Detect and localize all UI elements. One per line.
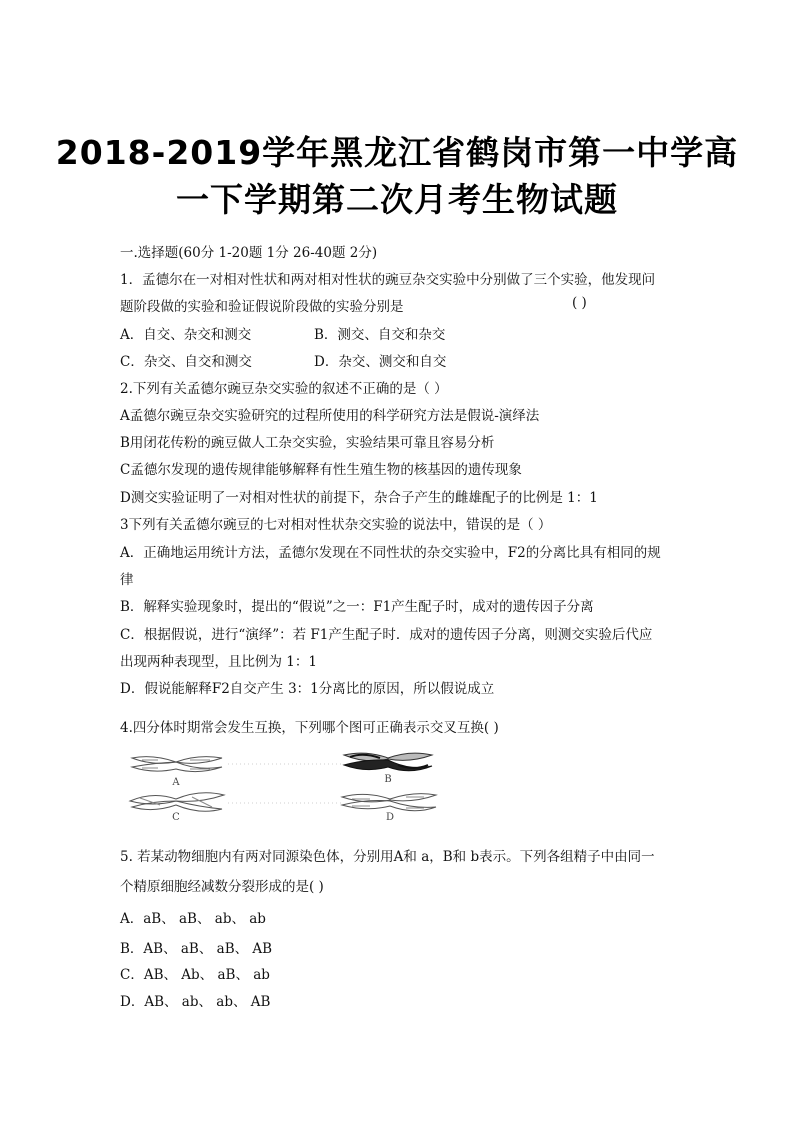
q3-option-d: D．假说能解释F2自交产生 3：1分离比的原因，所以假说成立 bbox=[120, 681, 495, 697]
q5-option-c: C．AB、 Ab、 aB、 ab bbox=[120, 967, 270, 983]
q2-stem: 2.下列有关孟德尔豌豆杂交实验的叙述不正确的是（ ） bbox=[120, 381, 448, 397]
q2-option-b: B用闭花传粉的豌豆做人工杂交实验，实验结果可靠且容易分析 bbox=[120, 435, 495, 451]
q4-stem: 4.四分体时期常会发生互换，下列哪个图可正确表示交叉互换( ) bbox=[120, 720, 499, 736]
q2-option-a: A孟德尔豌豆杂交实验研究的过程所使用的科学研究方法是假说-演绎法 bbox=[120, 408, 540, 424]
q5-option-d: D．AB、 ab、 ab、 AB bbox=[120, 994, 271, 1010]
figure-label-b: B bbox=[384, 774, 392, 785]
q1-option-c: C．杂交、自交和测交 bbox=[120, 354, 252, 370]
chromosome-pair-a bbox=[132, 757, 222, 772]
q1-option-a: A．自交、杂交和测交 bbox=[120, 327, 252, 343]
exam-title-line-1: 2018-2019学年黑龙江省鹤岗市第一中学高 bbox=[55, 133, 739, 172]
figure-label-a: A bbox=[172, 777, 180, 788]
exam-title-line-2: 一下学期第二次月考生物试题 bbox=[176, 180, 618, 219]
chromosome-pair-b bbox=[344, 753, 432, 771]
q2-option-c: C孟德尔发现的遗传规律能够解释有性生殖生物的核基因的遗传现象 bbox=[120, 462, 522, 478]
q5-option-b: B．AB、 aB、 aB、 AB bbox=[120, 941, 273, 957]
q5-stem-line-2: 个精原细胞经减数分裂形成的是( ) bbox=[120, 879, 324, 895]
q3-option-b: B．解释实验现象时，提出的“假说”之一：F1产生配子时，成对的遗传因子分离 bbox=[120, 599, 594, 615]
chromosome-pair-d bbox=[342, 794, 436, 811]
q4-chromosome-figure bbox=[118, 745, 448, 827]
q5-stem-line-1: 5. 若某动物细胞内有两对同源染色体，分别用A和 a，B和 b表示。下列各组精子中由同一 bbox=[120, 849, 655, 865]
q3-option-a-line-1: A．正确地运用统计方法，孟德尔发现在不同性状的杂交实验中，F2的分离比具有相同的规 bbox=[120, 545, 661, 561]
q3-option-c-line-2: 出现两种表现型，且比例为 1：1 bbox=[120, 654, 317, 670]
q1-option-b: B．测交、自交和杂交 bbox=[314, 327, 446, 343]
q3-option-c-line-1: C．根据假说，进行“演绎”：若 F1产生配子时．成对的遗传因子分离，则测交实验后代应 bbox=[120, 627, 653, 643]
q1-option-d: D．杂交、测交和自交 bbox=[314, 354, 447, 370]
q1-stem-line-1: 1．孟德尔在一对相对性状和两对相对性状的豌豆杂交实验中分别做了三个实验，他发现问 bbox=[120, 272, 656, 288]
q3-stem: 3下列有关孟德尔豌豆的七对相对性状杂交实验的说法中，错误的是（ ） bbox=[120, 517, 552, 533]
q1-stem-line-2: 题阶段做的实验和验证假说阶段做的实验分别是 bbox=[120, 299, 404, 315]
q2-option-d: D测交实验证明了一对相对性状的前提下，杂合子产生的雌雄配子的比例是 1：1 bbox=[120, 490, 598, 506]
section-heading: 一.选择题(60分 1-20题 1分 26-40题 2分) bbox=[120, 245, 378, 261]
chromosome-pair-c bbox=[130, 793, 224, 812]
q5-option-a: A．aB、 aB、 ab、 ab bbox=[120, 911, 266, 927]
figure-label-c: C bbox=[172, 812, 180, 823]
q1-answer-paren: ( ) bbox=[572, 295, 587, 311]
q3-option-a-line-2: 律 bbox=[120, 572, 134, 588]
figure-label-d: D bbox=[385, 812, 395, 823]
